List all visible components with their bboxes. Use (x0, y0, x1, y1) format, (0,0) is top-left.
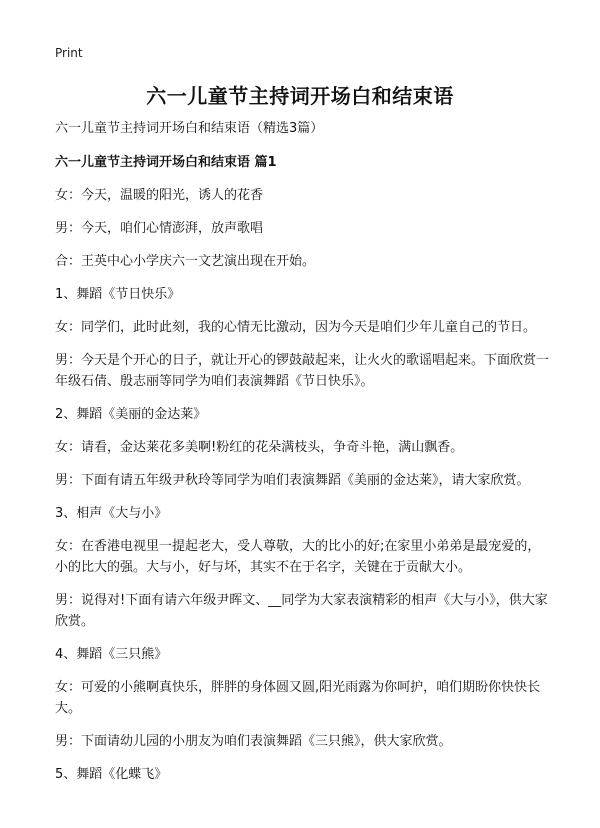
program-item-heading: 1、舞蹈《节日快乐》 (55, 287, 181, 302)
paragraph: 男：今天是个开心的日子，就让开心的锣鼓敲起来，让火火的歌谣唱起来。下面欣赏一年级石倩、殷志丽等同学为咱们表演舞蹈《节日快乐》。 (55, 353, 550, 389)
paragraph: 女：同学们，此时此刻，我的心情无比激动，因为今天是咱们少年儿童自己的节日。 (55, 320, 537, 335)
paragraph: 女：可爱的小熊啊真快乐，胖胖的身体圆又圆,阳光雨露为你呵护，咱们期盼你快快长大。 (55, 680, 541, 716)
document-body (55, 118, 552, 797)
document-subtitle: 六一儿童节主持词开场白和结束语（精选3篇） (55, 121, 324, 136)
program-item-heading: 4、舞蹈《三只熊》 (55, 647, 168, 662)
document-title: 六一儿童节主持词开场白和结束语 (146, 84, 454, 108)
paragraph: 男：今天，咱们心情澎湃，放声歌唱 (55, 221, 264, 236)
paragraph: 男：下面有请五年级尹秋玲等同学为咱们表演舞蹈《美丽的金达莱》，请大家欣赏。 (55, 473, 530, 488)
section-heading: 六一儿童节主持词开场白和结束语 篇1 (55, 155, 277, 170)
program-item-heading: 3、相声《大与小》 (55, 506, 168, 521)
paragraph: 男：下面请幼儿园的小朋友为咱们表演舞蹈《三只熊》，供大家欣赏。 (55, 734, 452, 749)
program-item-heading: 2、舞蹈《美丽的金达莱》 (55, 407, 207, 422)
paragraph: 合：王英中心小学庆六一文艺演出现在开始。 (55, 254, 316, 269)
program-item-heading: 5、舞蹈《化蝶飞》 (55, 767, 168, 782)
paragraph: 男：说得对!下面有请六年级尹晖文、__同学为大家表演精彩的相声《大与小》，供大家欣赏。 (55, 593, 548, 629)
print-label: Print (55, 46, 83, 60)
paragraph: 女：在香港电视里一提起老大，受人尊敬，大的比小的好;在家里小弟弟是最宠爱的，小的比大的强。大与小，好与坏，其实不在于名字，关键在于贡献大小。 (55, 539, 541, 575)
paragraph: 女：请看，金达莱花多美啊!粉红的花朵满枝头，争奇斗艳，满山飘香。 (55, 440, 464, 455)
paragraph: 女：今天，温暖的阳光，诱人的花香 (55, 188, 264, 203)
